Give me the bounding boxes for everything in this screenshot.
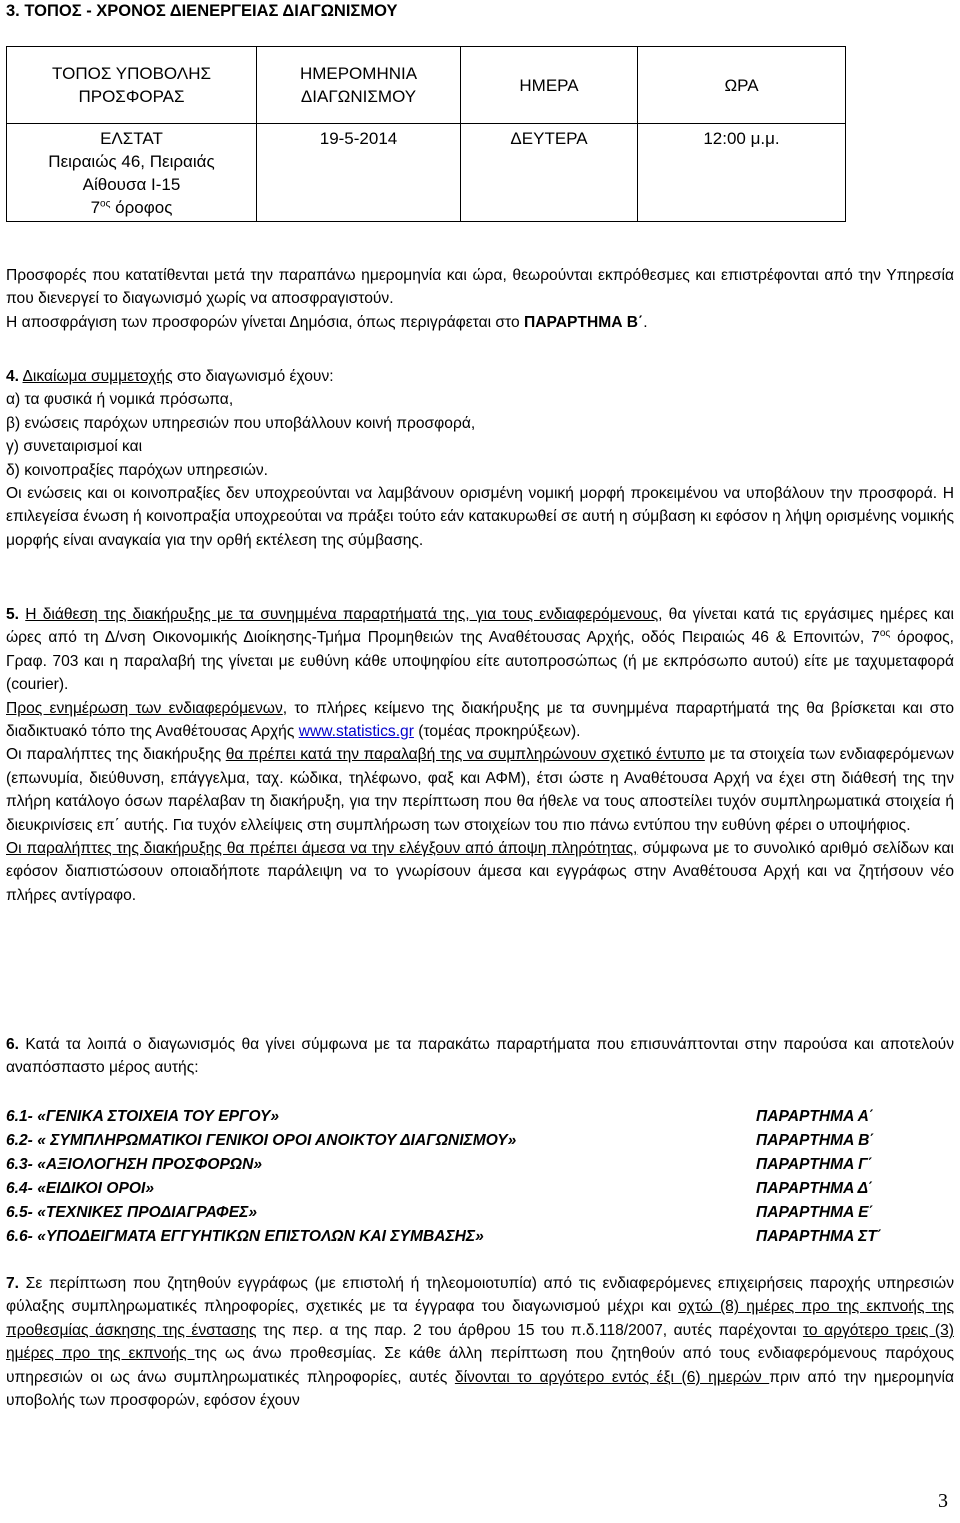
annex-row: 6.3- «ΑΞΙΟΛΟΓΗΣΗ ΠΡΟΣΦΟΡΩΝ» ΠΑΡΑΡΤΗΜΑ Γ΄	[6, 1156, 873, 1173]
statistics-link[interactable]: www.statistics.gr	[298, 723, 414, 741]
page-number: 3	[938, 1490, 948, 1512]
annex-row: 6.4- «ΕΙΔΙΚΟΙ ΟΡΟΙ» ΠΑΡΑΡΤΗΜΑ Δ΄	[6, 1180, 874, 1197]
section-3-heading: 3. ΤΟΠΟΣ - ΧΡΟΝΟΣ ΔΙΕΝΕΡΓΕΙΑΣ ΔΙΑΓΩΝΙΣΜΟΥ	[6, 2, 398, 20]
cell-date: 19-5-2014	[257, 124, 461, 222]
late-submissions-paragraph: Προσφορές που κατατίθενται μετά την παραπάνω ημερομηνία και ώρα, θεωρούνται εκπρόθεσμες και επιστρέφονται από την Υπηρεσία που διενεργεί το διαγωνισμό χωρίς να αποσφραγιστούν. Η αποσφράγιση των προσφορών γίνεται Δημόσια, όπως περιγράφεται στο ΠΑΡΑΡΤΗΜΑ Β΄.	[6, 267, 954, 331]
annex-row: 6.2- « ΣΥΜΠΛΗΡΩΜΑΤΙΚΟΙ ΓΕΝΙΚΟΙ ΟΡΟΙ ΑΝΟΙΚΤΟΥ ΔΙΑΓΩΝΙΣΜΟΥ» ΠΑΡΑΡΤΗΜΑ Β΄	[6, 1132, 875, 1149]
cell-time: 12:00 μ.μ.	[638, 124, 846, 222]
section-4: 4. Δικαίωμα συμμετοχής στο διαγωνισμό έχουν: α) τα φυσικά ή νομικά πρόσωπα, β) ενώσεις παρόχων υπηρεσιών που υποβάλλουν κοινή προσφορά, γ) συνεταιρισμοί και δ) κοινοπραξίες παρόχων υπηρεσιών. Οι ενώσεις και οι κοινοπραξίες δεν υποχρεούνται να λαμβάνουν ορισμένη νομική μορφή προκειμένου να υποβάλουν την προσφορά. Η επιλεγείσα ένωση ή κοινοπραξία υποχρεούται να πράξει τούτο εάν κατακυρωθεί σε αυτή η σύμβαση κι εφόσον η λήψη ορισμένης νομικής μορφής είναι αναγκαία για την ορθή εκτέλεση της σύμβασης.	[6, 368, 954, 549]
annex-row: 6.6- «ΥΠΟΔΕΙΓΜΑΤΑ ΕΓΓΥΗΤΙΚΩΝ ΕΠΙΣΤΟΛΩΝ ΚΑΙ ΣΥΜΒΑΣΗΣ» ΠΑΡΑΡΤΗΜΑ ΣΤ΄	[6, 1228, 883, 1245]
header-day: ΗΜΕΡΑ	[461, 47, 638, 124]
list-item: δ) κοινοπραξίες παρόχων υπηρεσιών.	[6, 461, 269, 479]
annex-row: 6.5- «ΤΕΧΝΙΚΕΣ ΠΡΟΔΙΑΓΡΑΦΕΣ» ΠΑΡΑΡΤΗΜΑ Ε΄	[6, 1204, 874, 1221]
cell-day: ΔΕΥΤΕΡΑ	[461, 124, 638, 222]
list-item: β) ενώσεις παρόχων υπηρεσιών που υποβάλλουν κοινή προσφορά,	[6, 414, 476, 432]
header-place: ΤΟΠΟΣ ΥΠΟΒΟΛΗΣ ΠΡΟΣΦΟΡΑΣ	[7, 47, 257, 124]
header-date: ΗΜΕΡΟΜΗΝΙΑ ΔΙΑΓΩΝΙΣΜΟΥ	[257, 47, 461, 124]
cell-place: ΕΛΣΤΑΤ Πειραιώς 46, Πειραιάς Αίθουσα Ι-15 $7^{o\varsigma}$ όροφος	[7, 124, 257, 222]
section-6: 6. Κατά τα λοιπά ο διαγωνισμός θα γίνει σύμφωνα με τα παρακάτω παραρτήματα που επισυνάπτονται στην παρούσα και αποτελούν αναπόσπαστο μέρος αυτής:	[6, 1036, 954, 1077]
list-item: α) τα φυσικά ή νομικά πρόσωπα,	[6, 391, 234, 409]
schedule-table	[6, 46, 846, 222]
list-item: γ) συνεταιρισμοί και	[6, 438, 143, 456]
header-time: ΩΡΑ	[638, 47, 846, 124]
annex-row: 6.1- «ΓΕΝΙΚΑ ΣΤΟΙΧΕΙΑ ΤΟΥ ΕΡΓΟΥ» ΠΑΡΑΡΤΗΜΑ Α΄	[6, 1108, 875, 1125]
section-7: 7. Σε περίπτωση που ζητηθούν εγγράφως (με επιστολή ή τηλεομοιοτυπία) από τις ενδιαφερόμενες επιχειρήσεις παροχής υπηρεσιών φύλαξης συμπληρωματικές πληροφορίες, σχετικές με τα έγγραφα του διαγωνισμού μέχρι και οχτώ (8) ημέρες προ της εκπνοής της προθεσμίας άσκησης της ένστασης της περ. α της παρ. 2 του άρθρου 15 του π.δ.118/2007, αυτές παρέχονται το αργότερο τρεις (3) ημέρες προ της εκπνοής της ως άνω προθεσμίας. Σε κάθε άλλη περίπτωση που ζητηθούν από τους ενδιαφερόμενους παρόχους υπηρεσιών οι ως άνω συμπληρωματικές πληροφορίες, αυτές δίνονται το αργότερο εντός έξι (6) ημερών πριν από την ημερομηνία υποβολής των προσφορών, εφόσον έχουν	[6, 1275, 954, 1410]
section-5: 5. Η διάθεση της διακήρυξης με τα συνημμένα παραρτήματά της, για τους ενδιαφερόμενους, θα γίνεται κατά τις εργάσιμες ημέρες και ώρες από τη Δ/νση Οικονομικής Διοίκησης-Τμήμα Προμηθειών της Αναθέτουσας Αρχής, οδός Πειραιώς 46 & Επονιτών, $7^{o\varsigma}$ όροφος, Γραφ. 703 και η παραλαβή της γίνεται με ευθύνη κάθε υποψηφίου είτε αυτοπροσώπως (ή με εκπρόσωπο αυτού) είτε με ταχυμεταφορά (courier). Προς ενημέρωση των ενδιαφερόμενων, το πλήρες κείμενο της διακήρυξης με τα συνημμένα παραρτήματά της θα βρίσκεται και στο διαδικτυακό τόπο της Αναθέτουσας Αρχής www.statistics.gr (τομέας προκηρύξεων). Οι παραλήπτες της διακήρυξης θα πρέπει κατά την παραλαβή της να συμπληρώνουν σχετικό έντυπο με τα στοιχεία των ενδιαφερόμενων (επωνυμία, διεύθυνση, επάγγελμα, ταχ. κώδικα, τηλέφωνο, φαξ και ΑΦΜ), έτσι ώστε η Αναθέτουσα Αρχή να έχει στη διάθεσή της την πλήρη κατάλογο όσων παρέλαβαν τη διακήρυξη, για την περίπτωση που θα ήθελε να τους αποστείλει τυχόν συμπληρωματικά στοιχεία ή διευκρινίσεις επ΄ αυτής. Για τυχόν ελλείψεις στη συμπλήρωση των στοιχείων του πιο πάνω εντύπου την ευθύνη φέρει ο υποψήφιος. Οι παραλήπτες της διακήρυξης θα πρέπει άμεσα να την ελέγξουν από άποψη πληρότητας, σύμφωνα με το συνολικό αριθμό σελίδων και εφόσον διαπιστώσουν οποιαδήποτε παράλειψη να το γνωρίσουν άμεσα και εγγράφως στην Αναθέτουσα Αρχή και να ζητήσουν νέο πλήρες αντίγραφο.	[6, 606, 955, 904]
